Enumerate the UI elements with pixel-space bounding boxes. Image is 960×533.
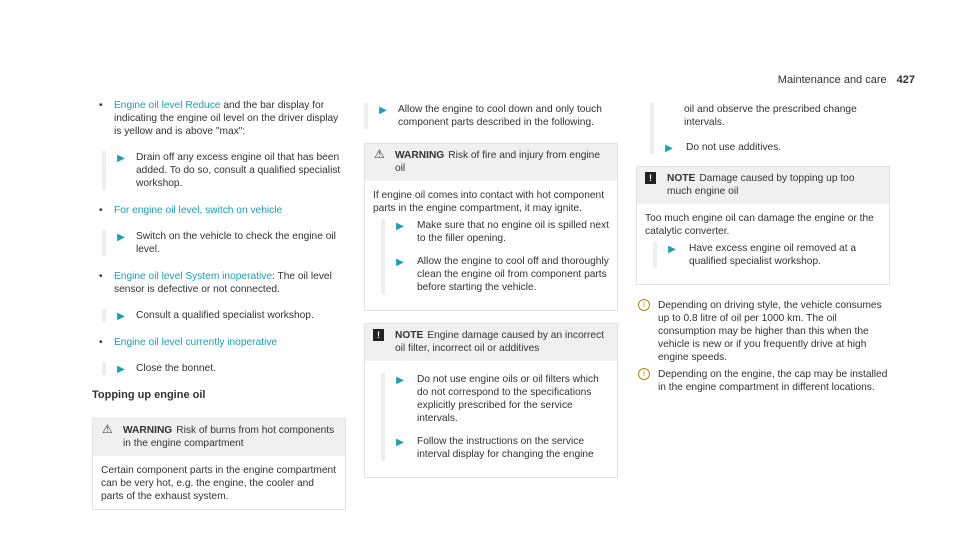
warning-header (365, 144, 617, 181)
list-item-text: : The oil level sensor is defective or not connected. (114, 271, 332, 295)
exclamation-icon: ! (373, 329, 384, 341)
step-block (102, 309, 346, 322)
warning-triangle-icon: ⚠ (374, 147, 385, 161)
triangle-arrow-icon: ▶ (117, 311, 125, 322)
step-text: Switch on the vehicle to check the engine oil level. (136, 231, 336, 255)
step-block (102, 230, 346, 256)
info-icon: i (638, 299, 650, 311)
list-item (92, 204, 346, 217)
section-title: Maintenance and care (777, 74, 887, 86)
step-text: Drain off any excess engine oil that has been added. To do so, consult a qualified specialist workshop. (136, 152, 341, 189)
display-message: Engine oil level System inoperative (114, 271, 272, 282)
triangle-arrow-icon: ▶ (396, 437, 404, 448)
continued-note (650, 103, 890, 154)
note-title: Damage caused by topping up too much engine oil (667, 173, 855, 197)
note-text: Too much engine oil can damage the engine or the catalytic converter. (645, 213, 874, 237)
step (395, 255, 609, 294)
step-block (364, 103, 618, 129)
warning-box (92, 418, 346, 510)
step-text: Allow the engine to cool off and thoroughly clean the engine oil from component parts before starting the vehicle. (417, 256, 609, 293)
step-text: Do not use engine oils or oil filters which do not correspond to the specifications explicitly prescribed for the service intervals. (417, 374, 599, 424)
step-text: Have excess engine oil removed at a qualified specialist workshop. (689, 243, 857, 267)
note-body (637, 204, 889, 284)
warning-box (364, 143, 618, 311)
step-block (381, 373, 609, 461)
display-message: Engine oil level currently inoperative (114, 337, 278, 348)
triangle-arrow-icon: ▶ (117, 364, 125, 375)
column-2 (364, 103, 618, 490)
note-label: NOTE (395, 330, 424, 341)
exclamation-icon: ! (645, 172, 656, 184)
list-item-text: and the bar display for indicating the engine oil level on the driver display is yellow and is above "max": (114, 100, 339, 137)
note-header (637, 167, 889, 204)
triangle-arrow-icon: ▶ (396, 375, 404, 386)
step (395, 435, 609, 461)
step-text: Make sure that no engine oil is spilled next to the filler opening. (417, 220, 609, 244)
info-text: Depending on driving style, the vehicle consumes up to 0.8 litre of oil per 1000 km. The oil consumption may be higher than this when the vehicle is new or if you frequently drive at high engine speeds. (658, 300, 882, 363)
step-block (102, 151, 346, 190)
triangle-arrow-icon: ▶ (665, 143, 673, 154)
triangle-arrow-icon: ▶ (117, 232, 125, 243)
triangle-arrow-icon: ▶ (379, 105, 387, 116)
step-text: Close the bonnet. (136, 363, 216, 374)
info-text: Depending on the engine, the cap may be installed in the engine compartment in different locations. (658, 369, 888, 393)
step (395, 373, 609, 425)
step (116, 362, 346, 375)
warning-label: WARNING (123, 425, 173, 436)
note-box (364, 323, 618, 478)
warning-label: WARNING (395, 150, 445, 161)
step (395, 219, 609, 245)
note-title: Engine damage caused by an incorrect oil filter, incorrect oil or additives (395, 330, 605, 354)
display-message: Engine oil level Reduce (114, 100, 221, 111)
step-text: Do not use additives. (686, 142, 782, 153)
warning-body: Certain component parts in the engine compartment can be very hot, e.g. the engine, the cooler and parts of the exhaust system. (101, 465, 337, 502)
section-heading: Topping up engine oil (92, 389, 206, 401)
note-header (365, 324, 617, 361)
warning-header (93, 419, 345, 456)
step-block (102, 362, 346, 375)
triangle-arrow-icon: ▶ (668, 244, 676, 255)
warning-title: Risk of burns from hot components in the engine compartment (123, 425, 335, 449)
note-box (636, 166, 890, 285)
warning-text: If engine oil comes into contact with hot component parts in the engine compartment, it may ignite. (373, 190, 605, 214)
list-item (92, 99, 346, 138)
step-block (381, 219, 609, 294)
step (116, 151, 346, 190)
warning-body (365, 181, 617, 310)
triangle-arrow-icon: ▶ (117, 153, 125, 164)
column-1 (92, 99, 346, 522)
step (667, 242, 881, 268)
note-label: NOTE (667, 173, 696, 184)
step-text: Consult a qualified specialist workshop. (136, 310, 314, 321)
step-text: Allow the engine to cool down and only touch component parts described in the following. (398, 104, 602, 128)
list-item (92, 270, 346, 296)
note-body (365, 361, 617, 477)
step (116, 309, 346, 322)
continued-text: oil and observe the prescribed change intervals. (684, 104, 857, 128)
step (116, 230, 346, 256)
page-number: 427 (896, 74, 915, 86)
column-3 (636, 103, 890, 398)
list-item (92, 336, 346, 349)
info-icon: i (638, 368, 650, 380)
info-item (636, 368, 890, 394)
triangle-arrow-icon: ▶ (396, 257, 404, 268)
warning-title: Risk of fire and injury from engine oil (395, 150, 600, 174)
warning-triangle-icon: ⚠ (102, 422, 113, 436)
page-header (778, 74, 915, 86)
triangle-arrow-icon: ▶ (396, 221, 404, 232)
step-text: Follow the instructions on the service interval display for changing the engine (417, 436, 594, 460)
step (664, 141, 890, 154)
step-block (653, 242, 881, 268)
step (378, 103, 618, 129)
info-item (636, 299, 890, 364)
display-message: For engine oil level, switch on vehicle (114, 205, 283, 216)
